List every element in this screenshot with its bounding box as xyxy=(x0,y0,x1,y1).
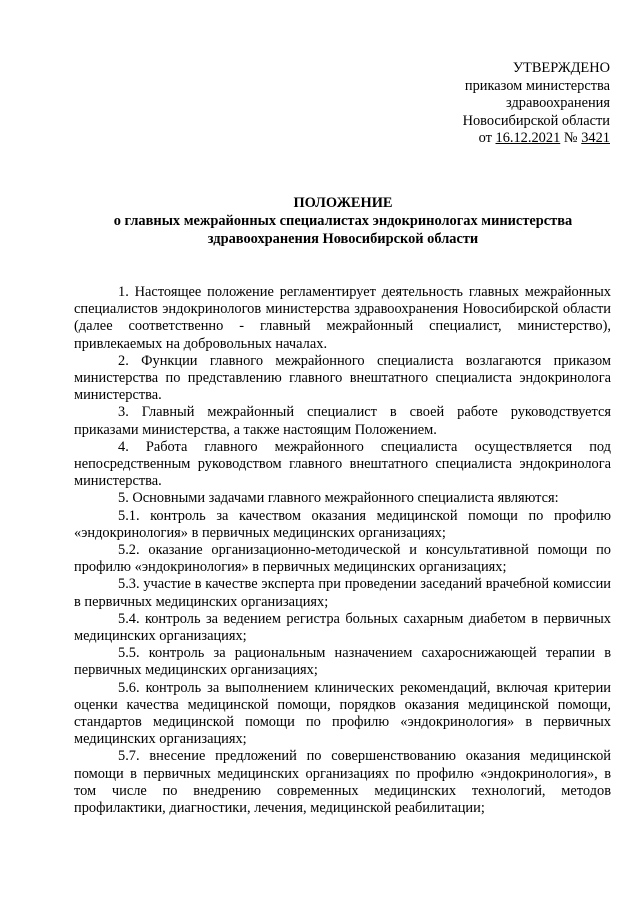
document-body xyxy=(74,284,611,817)
approval-date: 16.12.2021 xyxy=(495,130,561,147)
approval-stamp-block xyxy=(463,60,610,148)
title-subtitle-1: о главных межрайонных специалистах эндокринологах министерства xyxy=(113,213,573,229)
paragraph-5-4: 5.4. контроль за ведением регистра больных сахарным диабетом в первичных медицинских организациях; xyxy=(74,610,611,645)
paragraph-5-2: 5.2. оказание организационно-методической и консультативной помощи по профилю «эндокринология» в первичных медицинских организациях; xyxy=(74,542,611,576)
approval-from-prefix: от xyxy=(478,130,492,147)
approval-approved: УТВЕРЖДЕНО xyxy=(512,60,610,76)
title-heading: ПОЛОЖЕНИЕ xyxy=(293,195,393,211)
approval-date-line xyxy=(463,130,610,148)
paragraph-5-7: 5.7. внесение предложений по совершенствованию оказания медицинской помощи в первичных медицинских организациях по профилю «эндокринология», в том числе по внедрению современных медицинских технологий, методов профилактики, диагностики, лечения, медицинской реабилитации; xyxy=(74,748,611,817)
approval-number: 3421 xyxy=(581,130,610,147)
approval-line-order: приказом министерства xyxy=(464,77,610,94)
paragraph-5-6: 5.6. контроль за выполнением клинических рекомендаций, включая критерии оценки качества медицинской помощи, порядков оказания медицинской помощи, стандартов медицинской помощи по профилю «эндокринология» в первичных медицинских организациях; xyxy=(74,679,611,748)
paragraph-5: 5. Основными задачами главного межрайонного специалиста являются: xyxy=(118,490,559,507)
paragraph-5-5: 5.5. контроль за рациональным назначением сахароснижающей терапии в первичных медицинских организациях; xyxy=(74,645,611,679)
paragraph-5-3: 5.3. участие в качестве эксперта при проведении заседаний врачебной комиссии в первичных медицинских организациях; xyxy=(74,576,611,610)
approval-line-health: здравоохранения xyxy=(506,95,610,112)
approval-line-region: Новосибирской области xyxy=(462,112,610,129)
paragraph-2: 2. Функции главного межрайонного специалиста возлагаются приказом министерства по представлению главного внештатного специалиста эндокринолога министерства. xyxy=(74,352,611,404)
paragraph-3: 3. Главный межрайонный специалист в своей работе руководствуется приказами министерства, а также настоящим Положением. xyxy=(74,404,611,438)
document-title xyxy=(74,194,612,248)
paragraph-1: 1. Настоящее положение регламентирует деятельность главных межрайонных специалистов эндокринологов министерства здравоохранения Новосибирской области (далее соответственно - главный межрайонный специалист, министерство), привлекаемых на добровольных началах. xyxy=(74,284,611,352)
title-subtitle-2: здравоохранения Новосибирской области xyxy=(207,231,479,247)
paragraph-5-1: 5.1. контроль за качеством оказания медицинской помощи по профилю «эндокринология» в первичных медицинских организациях; xyxy=(74,507,611,541)
paragraph-4: 4. Работа главного межрайонного специалиста осуществляется под непосредственным руководством главного внештатного специалиста эндокринолога министерства. xyxy=(74,438,611,490)
approval-number-sign: № xyxy=(563,130,578,147)
